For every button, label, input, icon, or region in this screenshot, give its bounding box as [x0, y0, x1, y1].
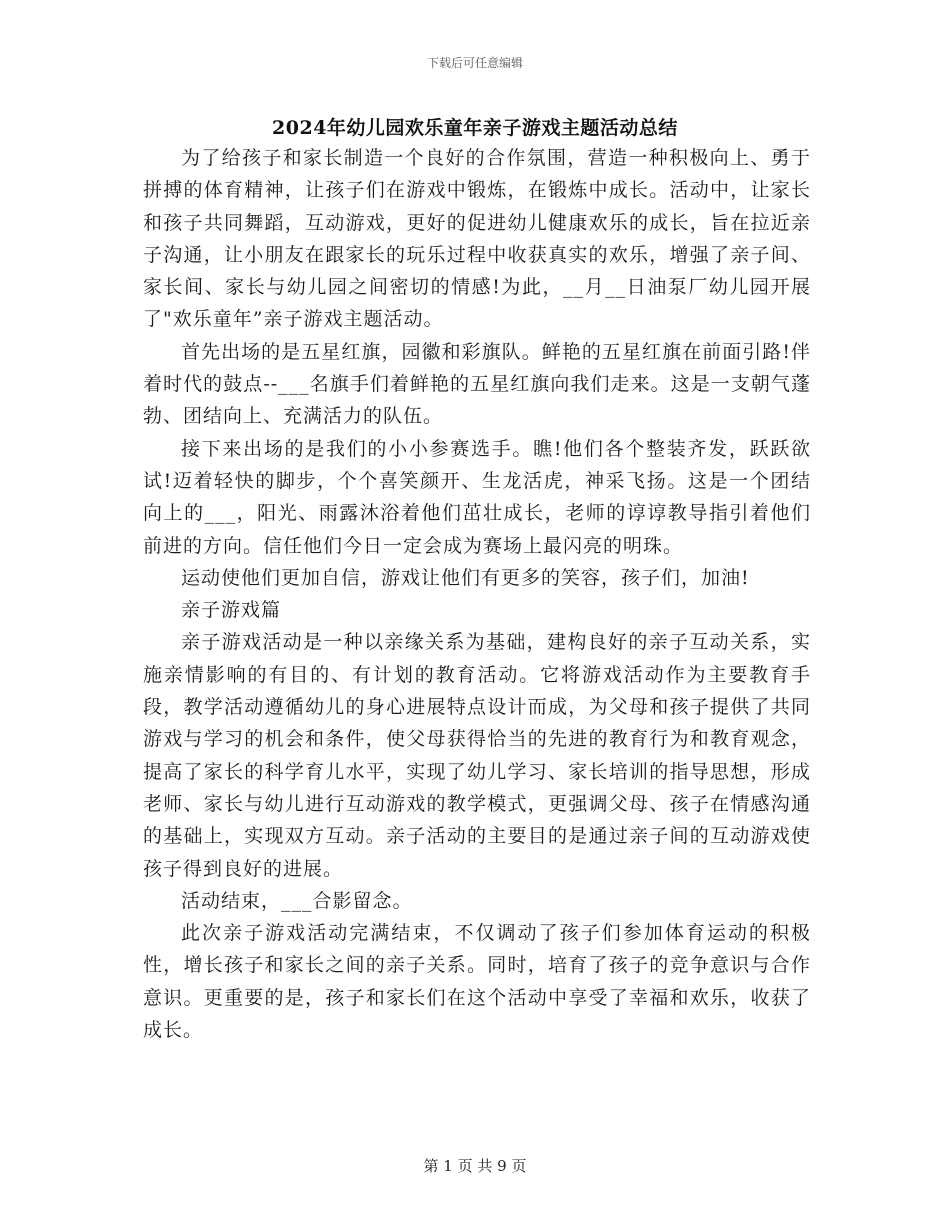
paragraph-games-description: 亲子游戏活动是一种以亲缘关系为基础，建构良好的亲子互动关系，实施亲情影响的有目的、有计划的教育活动。它将游戏活动作为主要教育手段，教学活动遵循幼儿的身心进展特点设计而成，为父母和孩子提供了共同游戏与学习的机会和条件，使父母获得恰当的先进的教育行为和教育观念，提高了家长的科学育儿水平，实现了幼儿学习、家长培训的指导思想，形成老师、家长与幼儿进行互动游戏的教学模式，更强调父母、孩子在情感沟通的基础上，实现双方互动。亲子活动的主要目的是通过亲子间的互动游戏使孩子得到良好的进展。	[143, 631, 811, 880]
paragraph-intro: 为了给孩子和家长制造一个良好的合作氛围，营造一种积极向上、勇于拼搏的体育精神，让孩子们在游戏中锻炼，在锻炼中成长。活动中，让家长和孩子共同舞蹈，互动游戏，更好的促进幼儿健康欢乐的成长，旨在拉近亲子沟通，让小朋友在跟家长的玩乐过程中收获真实的欢乐，增强了亲子间、家长间、家长与幼儿园之间密切的情感!为此，__月__日油泵厂幼儿园开展了"欢乐童年”亲子游戏主题活动。	[143, 147, 811, 331]
document-body	[143, 142, 811, 1046]
paragraph-cheer: 运动使他们更加自信，游戏让他们有更多的笑容，孩子们，加油!	[181, 566, 750, 589]
document-title: 2024年幼儿园欢乐童年亲子游戏主题活动总结	[272, 117, 678, 139]
paragraph-group-photo: 活动结束，___合影留念。	[181, 889, 413, 912]
section-heading-parent-child-games: 亲子游戏篇	[181, 599, 282, 622]
page-number: 第 1 页 共 9 页	[423, 1157, 527, 1175]
header-note: 下载后可任意编辑	[426, 56, 523, 70]
paragraph-contestants: 接下来出场的是我们的小小参赛选手。瞧!他们各个整装齐发，跃跃欲试!迈着轻快的脚步，个个喜笑颜开、生龙活虎，神采飞扬。这是一个团结向上的___，阳光、雨露沐浴着他们茁壮成长，老师的谆谆教导指引着他们前进的方向。信任他们今日一定会成为赛场上最闪亮的明珠。	[143, 437, 811, 557]
paragraph-flag-team: 首先出场的是五星红旗，园徽和彩旗队。鲜艳的五星红旗在前面引路!伴着时代的鼓点--___名旗手们着鲜艳的五星红旗向我们走来。这是一支朝气蓬勃、团结向上、充满活力的队伍。	[143, 340, 811, 428]
paragraph-conclusion: 此次亲子游戏活动完满结束，不仅调动了孩子们参加体育运动的积极性，增长孩子和家长之间的亲子关系。同时，培育了孩子的竞争意识与合作意识。更重要的是，孩子和家长们在这个活动中享受了幸福和欢乐，收获了成长。	[143, 922, 811, 1042]
